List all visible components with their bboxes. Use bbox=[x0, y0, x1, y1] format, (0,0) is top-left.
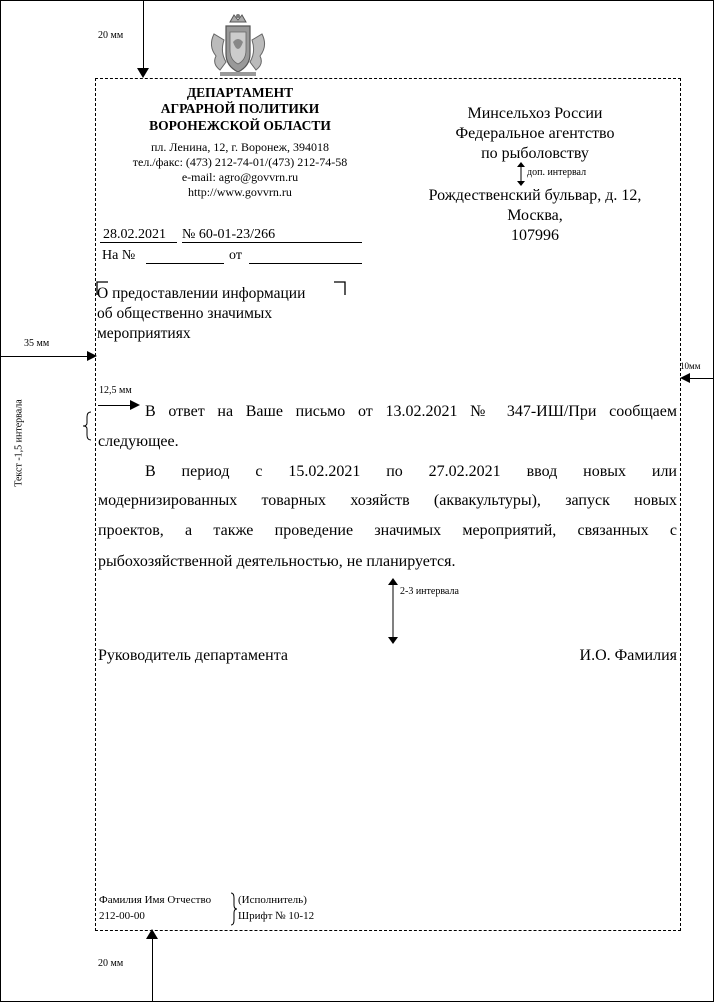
executor-name: Фамилия Имя Отчество bbox=[99, 894, 212, 906]
from-underline bbox=[249, 263, 362, 264]
right-margin-label: 10мм bbox=[680, 361, 701, 371]
sender-org-line1: ДЕПАРТАМЕНТ bbox=[186, 85, 294, 100]
arrow-left-icon bbox=[680, 373, 690, 383]
reference-underline bbox=[146, 263, 224, 264]
registration-number: № 60-01-23/266 bbox=[182, 227, 276, 242]
right-margin-line bbox=[688, 378, 714, 379]
executor-phone: 212-00-00 bbox=[99, 910, 145, 922]
indent-arrow-icon bbox=[130, 400, 140, 410]
left-margin-line bbox=[0, 356, 90, 357]
sender-org-line2: АГРАРНОЙ ПОЛИТИКИ bbox=[160, 101, 320, 116]
sender-email: e-mail: agro@govvrn.ru bbox=[181, 170, 299, 184]
coat-of-arms-icon bbox=[206, 12, 270, 78]
body-p2-line2: модернизированных товарных хозяйств (аквакультуры), запуск новых bbox=[98, 492, 677, 509]
subject-line1: О предоставлении информации bbox=[97, 285, 306, 302]
double-arrow-icon bbox=[517, 162, 525, 186]
bottom-margin-line bbox=[152, 938, 153, 1002]
indent-line bbox=[98, 405, 132, 406]
date-underline bbox=[100, 242, 177, 243]
top-margin-label: 20 мм bbox=[98, 30, 124, 41]
top-margin-line bbox=[143, 0, 144, 74]
executor-note1: (Исполнитель) bbox=[238, 894, 307, 906]
sign-spacing-label: 2-3 интервала bbox=[400, 586, 459, 597]
recipient-line2: Федеральное агентство bbox=[455, 125, 615, 142]
body-p2-line1: В период с 15.02.2021 по 27.02.2021 ввод новых или bbox=[145, 463, 677, 480]
bottom-margin-label: 20 мм bbox=[98, 958, 124, 969]
arrow-right-icon bbox=[87, 351, 97, 361]
body-p2-line3: проектов, а также проведение значимых мероприятий, связанных с bbox=[98, 522, 677, 539]
recipient-line1: Минсельхоз России bbox=[467, 105, 603, 122]
body-p2-line4: рыбохозяйственной деятельностью, не планируется. bbox=[98, 553, 456, 570]
body-p1-line1: В ответ на Ваше письмо от 13.02.2021 № 347-ИШ/При сообщаем bbox=[145, 403, 677, 420]
text-spacing-label: Текст -1,5 интервала bbox=[13, 399, 25, 487]
recipient-line3: по рыболовству bbox=[481, 145, 589, 162]
subject-line2: об общественно значимых bbox=[97, 305, 273, 322]
brace-icon bbox=[82, 411, 92, 441]
subject-line3: мероприятиях bbox=[97, 325, 191, 342]
signature-name: И.О. Фамилия bbox=[579, 647, 677, 664]
executor-note2: Шрифт № 10-12 bbox=[238, 910, 315, 922]
recipient-line4: Рождественский бульвар, д. 12, bbox=[428, 187, 642, 204]
spacing-arrow-icon bbox=[388, 578, 398, 644]
recipient-line6: 107996 bbox=[511, 227, 559, 244]
reference-label: На № bbox=[102, 248, 136, 263]
registration-date: 28.02.2021 bbox=[103, 227, 166, 242]
arrow-down-icon bbox=[137, 68, 149, 78]
body-p1-line2: следующее. bbox=[98, 433, 179, 450]
sender-website: http://www.govvrn.ru bbox=[188, 185, 292, 199]
sender-address: пл. Ленина, 12, г. Воронеж, 394018 bbox=[151, 140, 329, 154]
from-label: от bbox=[229, 248, 242, 263]
executor-brace-icon bbox=[230, 892, 238, 926]
arrow-up-icon bbox=[146, 929, 158, 939]
number-underline bbox=[182, 242, 362, 243]
extra-spacing-label: доп. интервал bbox=[527, 167, 587, 178]
left-margin-label: 35 мм bbox=[24, 338, 50, 349]
recipient-line5: Москва, bbox=[507, 207, 563, 224]
signature-position: Руководитель департамента bbox=[98, 647, 288, 664]
sender-phone: тел./факс: (473) 212-74-01/(473) 212-74-58 bbox=[132, 155, 348, 169]
sender-org-line3: ВОРОНЕЖСКОЙ ОБЛАСТИ bbox=[149, 118, 331, 133]
indent-label: 12,5 мм bbox=[99, 385, 132, 396]
